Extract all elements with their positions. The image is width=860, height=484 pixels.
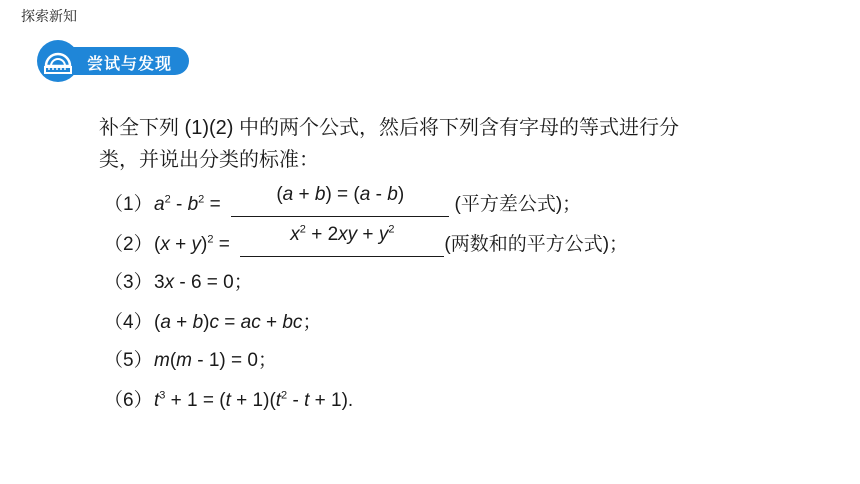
intro-line-2: 类，并说出分类的标准：	[99, 149, 319, 171]
section-badge	[37, 40, 189, 82]
answer-blank: $x^2 + 2xy + y^2$	[240, 234, 444, 257]
item-4: （4）(a + b)c = ac + bc；	[104, 307, 321, 334]
item-number: （6）	[104, 390, 153, 411]
item-6: $(6)t^3 + 1 = (t + 1)(t^2 - t + 1)$.	[104, 385, 353, 412]
intro-text	[99, 112, 819, 176]
answer-blank: (a + b) = (a - b)	[231, 194, 449, 217]
item-tail: ；	[302, 312, 322, 333]
item-1: $(1)a^2 - b^2 = (a + b) = (a - b)$ (平方差公式)；	[104, 184, 582, 215]
page-header: 探索新知	[21, 8, 77, 24]
item-note: (两数和的平方公式)；	[444, 234, 629, 255]
item-tail: ；	[233, 272, 253, 293]
item-3: （3）3x - 6 = 0；	[104, 267, 253, 294]
item-tail: ；	[257, 350, 277, 371]
item-number: （4）	[104, 312, 153, 333]
badge-circle	[37, 40, 79, 82]
ruler-protractor-icon	[41, 44, 75, 78]
section-label: 尝试与发现	[87, 56, 173, 73]
item-2: $(2)(x + y)^2 = x^2 + 2xy + y^2$(两数和的平方公式)；	[104, 223, 629, 255]
item-number: （1）	[104, 194, 153, 215]
item-number: （2）	[104, 234, 153, 255]
item-5: （5）m(m - 1) = 0；	[104, 345, 277, 372]
item-note: (平方差公式)；	[454, 194, 582, 215]
item-number: （3）	[104, 272, 153, 293]
intro-line-1: 补全下列 (1)(2) 中的两个公式，然后将下列含有字母的等式进行分	[99, 117, 679, 139]
item-number: （5）	[104, 350, 153, 371]
